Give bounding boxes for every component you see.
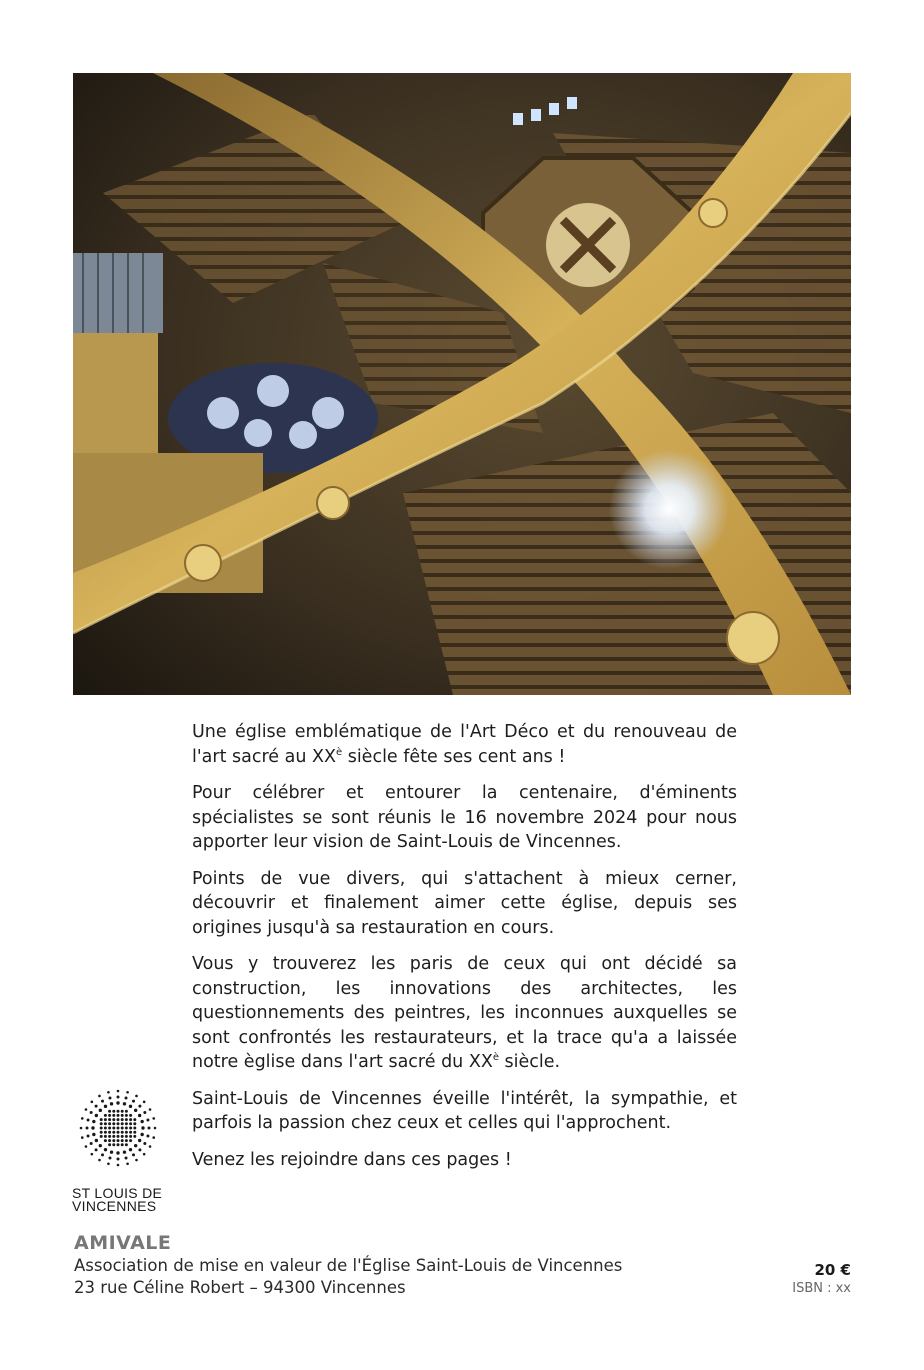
logo-ray-dot	[140, 1120, 143, 1123]
logo-dot	[129, 1135, 132, 1138]
logo-dot	[108, 1110, 111, 1113]
logo-dot	[104, 1139, 107, 1142]
logo-ray-dot	[152, 1136, 155, 1139]
logo-ray-dot	[110, 1102, 113, 1105]
logo-dot	[108, 1127, 111, 1130]
logo-dot	[125, 1110, 128, 1113]
logo-dot	[108, 1135, 111, 1138]
st-louis-logo	[72, 1085, 168, 1213]
logo-ray-dot	[95, 1148, 98, 1151]
paragraph-interest: Saint-Louis de Vincennes éveille l'intérêt, la sympathie, et parfois la passion chez ceux et celles qui l'approchent.	[192, 1088, 737, 1133]
logo-dot	[117, 1127, 120, 1130]
logo-dot	[125, 1143, 128, 1146]
logo-dot	[129, 1139, 132, 1142]
logo-ray-dot	[123, 1102, 126, 1105]
logo-dot	[108, 1143, 111, 1146]
logo-dot	[104, 1122, 107, 1125]
logo-ray-dot	[81, 1117, 84, 1120]
logo-line-1: ST LOUIS DE	[72, 1185, 163, 1201]
price: 20 €	[814, 1261, 851, 1279]
paragraph-viewpoints: Points de vue divers, qui s'attachent à mieux cerner, découvrir et finalement aimer cette église, depuis ses origines jusqu'à sa restauration en cours.	[192, 868, 737, 938]
paragraph-invitation: Venez les rejoindre dans ces pages !	[192, 1149, 512, 1170]
logo-dot	[108, 1122, 111, 1125]
logo-ray-dot	[138, 1105, 141, 1108]
logo-dot	[133, 1135, 136, 1138]
logo-ray-dot	[104, 1148, 107, 1151]
logo-dot	[125, 1135, 128, 1138]
logo-dot	[117, 1143, 120, 1146]
logo-ray-dot	[116, 1151, 119, 1154]
logo-dot	[117, 1122, 120, 1125]
logo-ray-dot	[110, 1150, 113, 1153]
logo-ray-dot	[101, 1100, 104, 1103]
logo-dot	[117, 1114, 120, 1117]
logo-ray-dot	[87, 1118, 90, 1121]
logo-ray-dot	[108, 1097, 111, 1100]
logo-ray-dot	[117, 1164, 120, 1167]
logo-dot	[112, 1139, 115, 1142]
logo-ray-dot	[91, 1153, 94, 1156]
logo-dot	[108, 1139, 111, 1142]
logo-dot	[129, 1114, 132, 1117]
logo-ray-dot	[149, 1108, 152, 1111]
logo-dot	[112, 1118, 115, 1121]
logo-dot	[117, 1110, 120, 1113]
logo-ray-dot	[135, 1095, 138, 1098]
logo-ray-dot	[85, 1145, 88, 1148]
logo-dot	[121, 1114, 124, 1117]
logo-dot	[104, 1118, 107, 1121]
logo-dot	[125, 1122, 128, 1125]
logo-dot	[104, 1114, 107, 1117]
logo-ray-dot	[149, 1145, 152, 1148]
logo-ray-dot	[95, 1105, 98, 1108]
logo-ray-dot	[80, 1127, 83, 1130]
logo-dot	[121, 1118, 124, 1121]
logo-dot	[112, 1131, 115, 1134]
logo-ray-dot	[99, 1144, 102, 1147]
logo-dot	[125, 1118, 128, 1121]
logo-ray-dot	[101, 1153, 104, 1156]
logo-ray-dot	[117, 1096, 120, 1099]
logo-dot	[100, 1135, 103, 1138]
sun-dots-icon	[75, 1085, 161, 1171]
logo-ray-dot	[98, 1159, 101, 1162]
isbn: ISBN : xx	[792, 1281, 851, 1296]
logo-dot	[108, 1114, 111, 1117]
logo-dot	[117, 1118, 120, 1121]
logo-dot	[112, 1143, 115, 1146]
logo-ray-dot	[90, 1111, 93, 1114]
logo-dot	[104, 1135, 107, 1138]
logo-ray-dot	[138, 1114, 141, 1117]
logo-ray-dot	[143, 1111, 146, 1114]
logo-dot	[121, 1110, 124, 1113]
logo-ray-dot	[92, 1133, 95, 1136]
logo-dot	[133, 1118, 136, 1121]
logo-ray-dot	[148, 1127, 151, 1130]
logo-ray-dot	[134, 1144, 137, 1147]
logo-ray-dot	[116, 1101, 119, 1104]
publisher-address: 23 rue Céline Robert – 94300 Vincennes	[74, 1278, 406, 1297]
logo-dot	[112, 1135, 115, 1138]
logo-ray-dot	[132, 1100, 135, 1103]
logo-ray-dot	[91, 1101, 94, 1104]
logo-dot	[125, 1127, 128, 1130]
logo-dot	[100, 1118, 103, 1121]
logo-ray-dot	[86, 1127, 89, 1130]
logo-dot	[112, 1110, 115, 1113]
logo-dot	[108, 1118, 111, 1121]
logo-dot	[121, 1139, 124, 1142]
publisher-name: AMIVALE	[74, 1232, 172, 1254]
logo-ray-dot	[141, 1126, 144, 1129]
logo-ray-dot	[146, 1118, 149, 1121]
logo-dot	[104, 1131, 107, 1134]
logo-ray-dot	[129, 1105, 132, 1108]
logo-ray-dot	[126, 1162, 129, 1165]
logo-dot	[121, 1131, 124, 1134]
logo-ray-dot	[99, 1109, 102, 1112]
logo-dot	[117, 1139, 120, 1142]
logo-dot	[125, 1139, 128, 1142]
logo-ray-dot	[91, 1126, 94, 1129]
logo-ray-dot	[138, 1148, 141, 1151]
logo-ray-dot	[146, 1135, 149, 1138]
publisher-description: Association de mise en valeur de l'Église Saint-Louis de Vincennes	[74, 1256, 623, 1275]
logo-dot	[121, 1127, 124, 1130]
logo-line-2: VINCENNES	[72, 1198, 157, 1214]
logo-ray-dot	[125, 1097, 128, 1100]
logo-ray-dot	[81, 1136, 84, 1139]
paragraph-centenary: Pour célébrer et entourer la centenaire, d'éminents spécialistes se sont réunis le 16 novembre 2024 pour nous apporter leur vision de Saint-Louis de Vincennes.	[192, 783, 737, 852]
paragraph-intro: Une église emblématique de l'Art Déco et du renouveau de l'art sacré au $XX^è$ siècle fête ses cent ans !	[192, 722, 737, 767]
church-ceiling-illustration	[73, 73, 851, 695]
logo-dot	[133, 1122, 136, 1125]
price-block	[792, 1260, 851, 1298]
logo-ray-dot	[140, 1133, 143, 1136]
logo-ray-dot	[129, 1148, 132, 1151]
logo-dot	[112, 1114, 115, 1117]
logo-ray-dot	[92, 1120, 95, 1123]
publisher-block	[74, 1232, 714, 1299]
logo-ray-dot	[98, 1095, 101, 1098]
logo-dot	[121, 1122, 124, 1125]
logo-ray-dot	[107, 1162, 110, 1165]
logo-ray-dot	[135, 1159, 138, 1162]
logo-dot	[108, 1131, 111, 1134]
logo-ray-dot	[143, 1153, 146, 1156]
logo-dot	[100, 1127, 103, 1130]
logo-ray-dot	[123, 1150, 126, 1153]
logo-ray-dot	[117, 1158, 120, 1161]
logo-ray-dot	[154, 1127, 157, 1130]
logo-ray-dot	[134, 1109, 137, 1112]
logo-ray-dot	[108, 1156, 111, 1159]
logo-ray-dot	[85, 1108, 88, 1111]
logo-dot	[125, 1114, 128, 1117]
logo-dot	[129, 1118, 132, 1121]
logo-ray-dot	[143, 1101, 146, 1104]
logo-ray-dot	[152, 1117, 155, 1120]
logo-dot	[112, 1122, 115, 1125]
cover-photo	[73, 73, 851, 695]
logo-dot	[133, 1131, 136, 1134]
logo-dot	[112, 1127, 115, 1130]
logo-ray-dot	[132, 1153, 135, 1156]
logo-dot	[104, 1127, 107, 1130]
logo-dot	[121, 1135, 124, 1138]
logo-ray-dot	[107, 1091, 110, 1094]
logo-ray-dot	[138, 1139, 141, 1142]
logo-ray-dot	[125, 1156, 128, 1159]
logo-dot	[121, 1143, 124, 1146]
logo-ray-dot	[95, 1114, 98, 1117]
logo-ray-dot	[104, 1105, 107, 1108]
logo-ray-dot	[126, 1091, 129, 1094]
logo-dot	[117, 1135, 120, 1138]
back-cover-description	[192, 720, 737, 1184]
logo-dot	[129, 1127, 132, 1130]
logo-dot	[125, 1131, 128, 1134]
logo-ray-dot	[117, 1090, 120, 1093]
logo-dot	[133, 1127, 136, 1130]
logo-dot	[129, 1122, 132, 1125]
logo-ray-dot	[95, 1139, 98, 1142]
logo-dot	[117, 1131, 120, 1134]
logo-text	[72, 1187, 168, 1213]
paragraph-contents: Vous y trouverez les paris de ceux qui ont décidé sa construction, les innovations des architectes, les questionnements des peintres, les inconnues auxquelles se sont confrontés les restaurateurs, et la trace qu'a a laissée notre èglise dans l'art sacré du $XX^è$ siècle.	[192, 954, 737, 1072]
logo-dot	[100, 1131, 103, 1134]
logo-dot	[100, 1122, 103, 1125]
logo-ray-dot	[143, 1142, 146, 1145]
logo-ray-dot	[90, 1142, 93, 1145]
logo-dot	[129, 1131, 132, 1134]
logo-ray-dot	[87, 1135, 90, 1138]
